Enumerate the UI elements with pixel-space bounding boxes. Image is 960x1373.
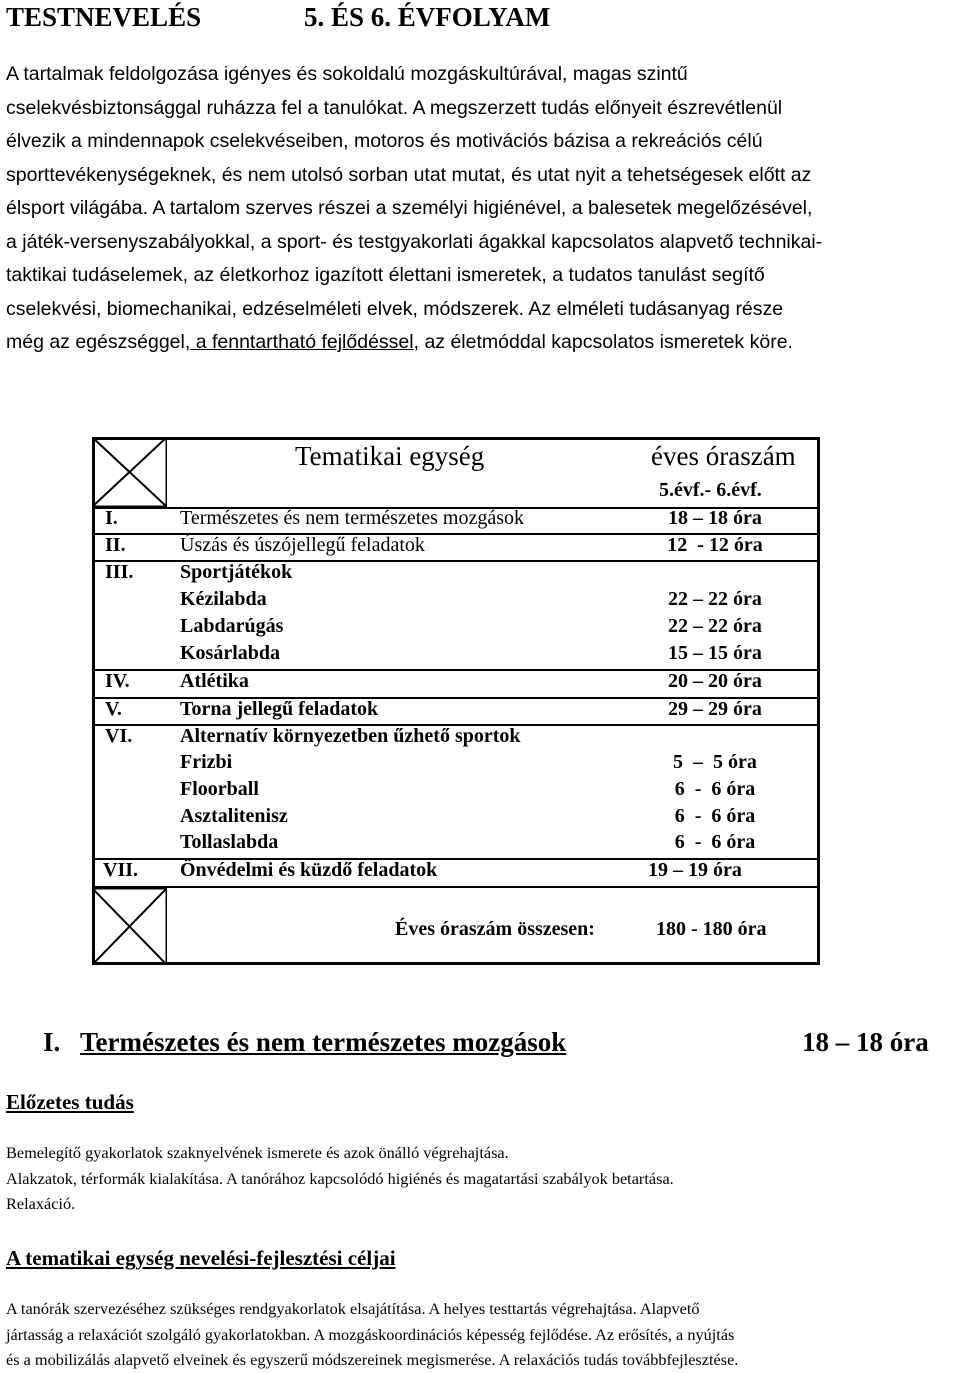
table-header-hours: éves óraszám bbox=[651, 441, 796, 471]
intro-line: A tartalmak feldolgozása igényes és sokoldalú mozgáskultúrával, magas szintű bbox=[6, 63, 688, 85]
row-hours: 20 – 20 óra bbox=[668, 670, 762, 692]
row-hours: 29 – 29 óra bbox=[668, 698, 762, 720]
row-topic: Úszás és úszójellegű feladatok bbox=[180, 534, 425, 556]
intro-line: a játék-versenyszabályokkal, a sport- és testgyakorlati ágakkal kapcsolatos alapvető technikai- bbox=[6, 230, 823, 253]
sub-topic-hours: 22 – 22 óra bbox=[668, 615, 762, 637]
table-header-topic: Tematikai egység bbox=[295, 441, 485, 471]
sub-topic: Kézilabda bbox=[180, 588, 267, 610]
row-number: VI. bbox=[105, 725, 133, 747]
table-row bbox=[0, 534, 960, 561]
table-row bbox=[0, 725, 960, 752]
table-row bbox=[0, 698, 960, 725]
intro-last-underlined: a fenntartható fejlődéssel bbox=[190, 331, 414, 353]
sub-topic-hours: 6 - 6 óra bbox=[674, 805, 756, 827]
sub-topic: Asztalitenisz bbox=[180, 805, 288, 827]
intro-line: cselekvésbiztonsággal ruházza fel a tanulókat. A megszerzett tudás előnyeit észrevétlenül bbox=[6, 96, 783, 119]
intro-line: cselekvési, biomechanikai, edzéselméleti elvek, módszerek. Az elméleti tudásanyag része bbox=[6, 297, 784, 320]
intro-line: taktikai tudáselemek, az életkorhoz igazított élettani ismeretek, a tudatos tanulást segítő bbox=[6, 264, 765, 286]
table-row bbox=[0, 561, 960, 588]
prior-knowledge-text bbox=[6, 1140, 956, 1217]
sub-topic-hours: 22 – 22 óra bbox=[668, 588, 762, 610]
total-label: Éves óraszám összesen: bbox=[395, 918, 595, 940]
row-hours: 12 - 12 óra bbox=[667, 534, 763, 556]
intro-line-last bbox=[6, 326, 956, 360]
table-header-grades: 5.évf.- 6.évf. bbox=[659, 479, 762, 501]
table-row bbox=[0, 670, 960, 697]
sub-topic: Kosárlabda bbox=[180, 642, 281, 664]
row-topic: Önvédelmi és küzdő feladatok bbox=[180, 859, 438, 881]
sub-topic-hours: 15 – 15 óra bbox=[668, 642, 762, 664]
goals-line: jártasság a relaxációt szolgáló gyakorlatokban. A mozgáskoordinációs képesség fejlődése. Az erősítés, a nyújtás bbox=[6, 1324, 735, 1344]
row-topic: Atlétika bbox=[180, 670, 249, 692]
table-row bbox=[0, 507, 960, 534]
goals-text bbox=[6, 1296, 956, 1373]
sub-topic: Frizbi bbox=[180, 751, 233, 773]
prior-line: Alakzatok, térformák kialakítása. A tanórához kapcsolódó higiénés és magatartási szabályok betartása. bbox=[6, 1168, 674, 1188]
crossed-box-bottom bbox=[92, 888, 167, 965]
row-topic: Sportjátékok bbox=[180, 561, 293, 583]
row-number: I. bbox=[105, 507, 118, 529]
row-topic: Alternatív környezetben űzhető sportok bbox=[180, 725, 521, 747]
page-header bbox=[6, 2, 551, 33]
sub-topic: Labdarúgás bbox=[180, 615, 284, 637]
sub-topic: Floorball bbox=[180, 778, 259, 800]
row-number: V. bbox=[105, 698, 122, 720]
goals-line: A tanórák szervezéséhez szükséges rendgyakorlatok elsajátítása. A helyes testtartás végrehajtása. Alapvető bbox=[6, 1299, 700, 1318]
goals-line: és a mobilizálás alapvető elveinek és egyszerű módszereinek megismerése. A relaxációs tudás továbbfejlesztése. bbox=[6, 1350, 739, 1369]
intro-paragraph bbox=[6, 58, 956, 360]
prior-knowledge-heading: Előzetes tudás bbox=[6, 1090, 134, 1114]
row-number: IV. bbox=[105, 670, 130, 692]
section-number: I. bbox=[43, 1027, 61, 1057]
sub-topic: Tollaslabda bbox=[180, 831, 279, 853]
sub-topic-hours: 5 – 5 óra bbox=[673, 751, 757, 773]
section-hours: 18 – 18 óra bbox=[802, 1027, 929, 1057]
row-hours: 18 – 18 óra bbox=[668, 507, 762, 529]
prior-line: Relaxáció. bbox=[6, 1194, 76, 1213]
intro-last-after: , az életmóddal kapcsolatos ismeretek köre. bbox=[413, 331, 793, 353]
subject-title: TESTNEVELÉS bbox=[6, 2, 202, 32]
row-number: II. bbox=[105, 534, 126, 556]
intro-line: élvezik a mindennapok cselekvéseiben, motoros és motivációs bázisa a rekreációs célú bbox=[6, 130, 763, 152]
row-divider bbox=[92, 886, 820, 888]
row-topic: Természetes és nem természetes mozgások bbox=[180, 507, 525, 529]
section-title: Természetes és nem természetes mozgások bbox=[80, 1027, 567, 1057]
intro-last-before: még az egészséggel, bbox=[6, 331, 191, 353]
sub-topic-hours: 6 - 6 óra bbox=[674, 778, 756, 800]
row-hours: 19 – 19 óra bbox=[648, 859, 742, 881]
goals-heading: A tematikai egység nevelési-fejlesztési céljai bbox=[6, 1246, 396, 1270]
intro-line: élsport világába. A tartalom szerves részei a személyi higiénével, a balesetek megelőzésével, bbox=[6, 197, 813, 219]
row-topic: Torna jellegű feladatok bbox=[180, 698, 379, 720]
table-row bbox=[0, 859, 960, 886]
row-number: VII. bbox=[103, 859, 139, 881]
sub-topic-hours: 6 - 6 óra bbox=[674, 831, 756, 853]
total-hours: 180 - 180 óra bbox=[656, 918, 767, 940]
row-number: III. bbox=[105, 561, 134, 583]
grade-title: 5. ÉS 6. ÉVFOLYAM bbox=[304, 2, 551, 32]
intro-line: sporttevékenységeknek, és nem utolsó sorban utat mutat, és utat nyit a tehetségesek előtt az bbox=[6, 163, 812, 186]
prior-line: Bemelegítő gyakorlatok szaknyelvének ismerete és azok önálló végrehajtása. bbox=[6, 1143, 509, 1162]
crossed-box-top bbox=[92, 437, 167, 507]
